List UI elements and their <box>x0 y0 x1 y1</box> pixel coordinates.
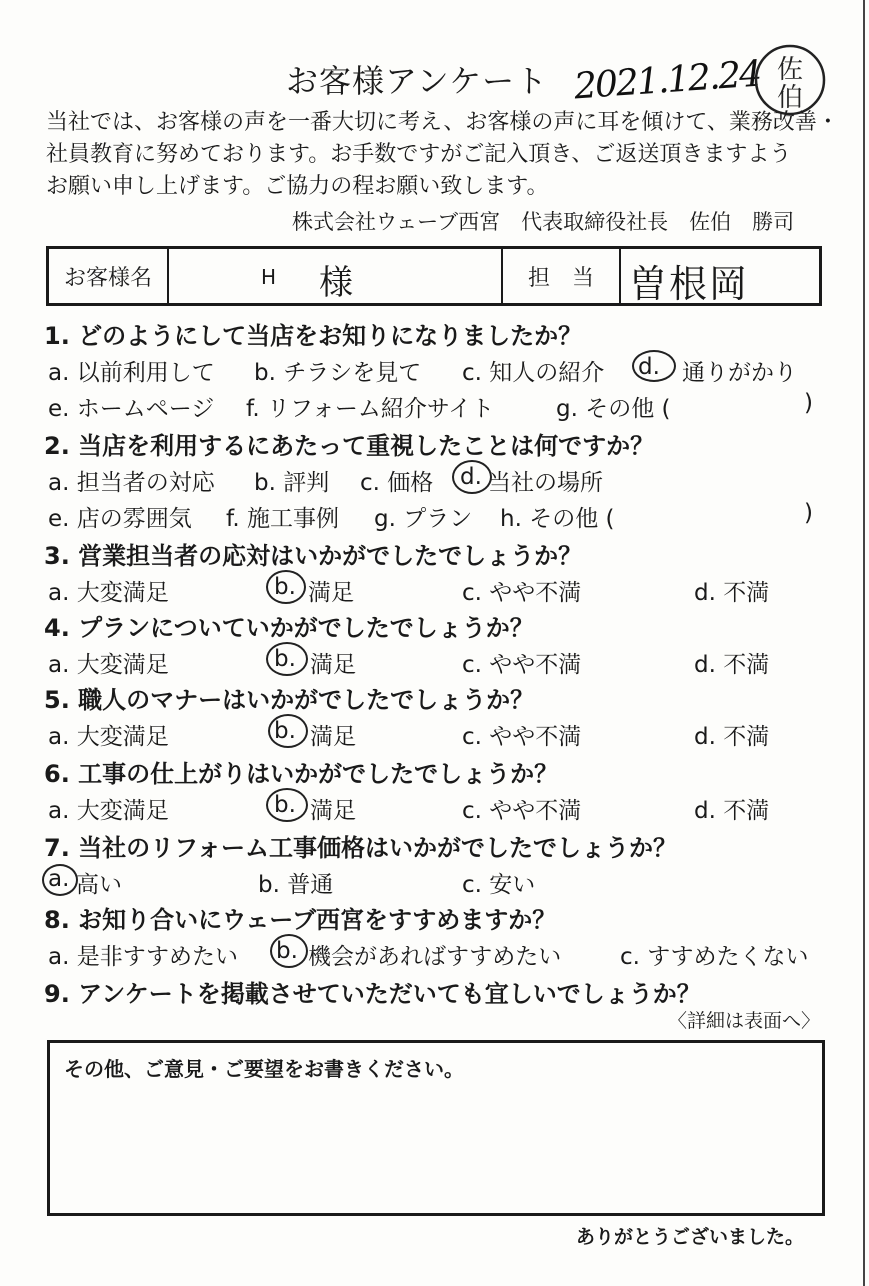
comments-box[interactable] <box>47 1040 825 1216</box>
q2-option-c[interactable]: c. 価格 <box>360 470 434 496</box>
q5-options <box>48 718 838 752</box>
q2-option-e[interactable]: e. 店の雰囲気 <box>48 506 192 532</box>
q1-option-g[interactable]: g. その他 ( <box>556 396 671 422</box>
company-signature: 株式会社ウェーブ西宮 代表取締役社長 佐伯 勝司 <box>292 210 795 234</box>
customer-name-label: お客様名 <box>49 249 169 303</box>
q3-option-c[interactable]: c. やや不満 <box>462 580 582 606</box>
customer-initial: H <box>261 265 277 289</box>
question-9: 9. アンケートを掲載させていただいても宜しいでしょうか？ <box>44 980 701 1008</box>
q5-option-b[interactable]: b. <box>274 718 296 744</box>
q3-options <box>48 574 838 608</box>
q4-option-a[interactable]: a. 大変満足 <box>48 652 169 678</box>
staff-name: 曽根岡 <box>629 262 750 306</box>
q4-option-b-label: 満足 <box>310 652 356 678</box>
staff-name-field[interactable] <box>621 249 819 306</box>
q1-option-e[interactable]: e. ホームページ <box>48 396 215 422</box>
q2-option-a[interactable]: a. 担当者の対応 <box>48 470 215 496</box>
customer-name-field[interactable] <box>169 249 503 303</box>
svg-text:佐: 佐 <box>776 55 804 85</box>
q6-options <box>48 792 838 826</box>
q2-selection-circle <box>452 460 492 494</box>
intro-line: 当社では、お客様の声を一番大切に考え、お客様の声に耳を傾けて、業務改善・ <box>46 110 839 135</box>
q8-option-b-label: 機会があればすすめたい <box>308 944 562 970</box>
q7-selection-circle <box>42 864 78 896</box>
q2-options-row1 <box>48 464 838 498</box>
staff-label: 担当 <box>503 249 621 303</box>
comments-label: その他、ご意見・ご要望をお書きください。 <box>64 1057 464 1081</box>
question-7: 7. 当社のリフォーム工事価格はいかがでしたでしょうか？ <box>44 834 677 862</box>
q1-option-c[interactable]: c. 知人の紹介 <box>462 360 605 386</box>
intro-line: お願い申し上げます。ご協力の程お願い致します。 <box>46 174 549 199</box>
question-1: 1. どのようにして当店をお知りになりましたか？ <box>44 322 583 350</box>
question-6: 6. 工事の仕上がりはいかがでしたでしょうか？ <box>44 760 559 788</box>
handwritten-date: 2021.12.24 <box>572 53 762 108</box>
q8-selection-circle <box>270 934 308 968</box>
q2-option-h[interactable]: h. その他 ( <box>500 506 615 532</box>
q5-option-c[interactable]: c. やや不満 <box>462 724 582 750</box>
form-title: お客様アンケート <box>286 62 549 100</box>
question-2: 2. 当店を利用するにあたって重視したことは何ですか？ <box>44 432 655 460</box>
q2-option-f[interactable]: f. 施工事例 <box>226 506 340 532</box>
q7-options <box>48 866 838 900</box>
q1-option-d[interactable]: d. <box>638 354 660 380</box>
q7-option-a[interactable]: a. <box>48 866 70 892</box>
q5-option-a[interactable]: a. 大変満足 <box>48 724 169 750</box>
q1-option-a[interactable]: a. 以前利用して <box>48 360 215 386</box>
q1-option-b[interactable]: b. チラシを見て <box>254 360 422 386</box>
q7-option-b[interactable]: b. 普通 <box>258 872 334 898</box>
customer-info-table <box>46 246 822 306</box>
q2-options-row2 <box>48 500 838 534</box>
question-3: 3. 営業担当者の応対はいかがでしたでしょうか？ <box>44 542 583 570</box>
q2-other-close: ) <box>804 500 813 526</box>
thank-you-text: ありがとうございました。 <box>576 1226 805 1248</box>
q2-option-g[interactable]: g. プラン <box>374 506 473 532</box>
q4-option-c[interactable]: c. やや不満 <box>462 652 582 678</box>
q8-options <box>48 938 838 972</box>
q1-options-row1 <box>48 354 838 388</box>
q4-selection-circle <box>266 642 308 676</box>
q6-option-c[interactable]: c. やや不満 <box>462 798 582 824</box>
q3-option-b[interactable]: b. <box>274 574 296 600</box>
q5-option-d[interactable]: d. 不満 <box>694 724 770 750</box>
q6-option-a[interactable]: a. 大変満足 <box>48 798 169 824</box>
q7-option-a-label: 高い <box>76 872 122 898</box>
q2-option-d[interactable]: d. <box>460 464 482 490</box>
q1-options-row2 <box>48 390 838 424</box>
q6-option-b[interactable]: b. <box>274 792 296 818</box>
q3-option-a[interactable]: a. 大変満足 <box>48 580 169 606</box>
q6-selection-circle <box>266 788 308 822</box>
q1-option-d-label: 通りがかり <box>682 360 797 386</box>
q4-option-d[interactable]: d. 不満 <box>694 652 770 678</box>
customer-suffix: 様 <box>319 263 353 303</box>
q9-note: 〈詳細は表面へ〉 <box>668 1010 821 1032</box>
q4-option-b[interactable]: b. <box>274 646 296 672</box>
q1-option-f[interactable]: f. リフォーム紹介サイト <box>246 396 495 422</box>
q3-selection-circle <box>266 570 306 604</box>
q4-options <box>48 646 838 680</box>
q1-other-close: ) <box>804 390 813 416</box>
q8-option-b[interactable]: b. <box>276 938 298 964</box>
q5-option-b-label: 満足 <box>310 724 356 750</box>
q5-selection-circle <box>268 714 308 748</box>
question-8: 8. お知り合いにウェーブ西宮をすすめますか？ <box>44 906 557 934</box>
q8-option-c[interactable]: c. すすめたくない <box>620 944 809 970</box>
q1-selection-circle <box>632 350 676 382</box>
q2-option-b[interactable]: b. 評判 <box>254 470 330 496</box>
q6-option-d[interactable]: d. 不満 <box>694 798 770 824</box>
q8-option-a[interactable]: a. 是非すすめたい <box>48 944 238 970</box>
intro-line: 社員教育に努めております。お手数ですがご記入頂き、ご返送頂きますよう <box>46 142 792 167</box>
svg-text:伯: 伯 <box>776 83 804 113</box>
q3-option-d[interactable]: d. 不満 <box>694 580 770 606</box>
question-4: 4. プランについていかがでしたでしょうか？ <box>44 614 534 642</box>
q3-option-b-label: 満足 <box>308 580 354 606</box>
intro-text <box>46 107 839 203</box>
question-5: 5. 職人のマナーはいかがでしたでしょうか？ <box>44 686 535 714</box>
q2-option-d-label: 当社の場所 <box>488 470 603 496</box>
q7-option-c[interactable]: c. 安い <box>462 872 536 898</box>
scan-edge-line <box>863 0 865 1286</box>
q6-option-b-label: 満足 <box>310 798 356 824</box>
